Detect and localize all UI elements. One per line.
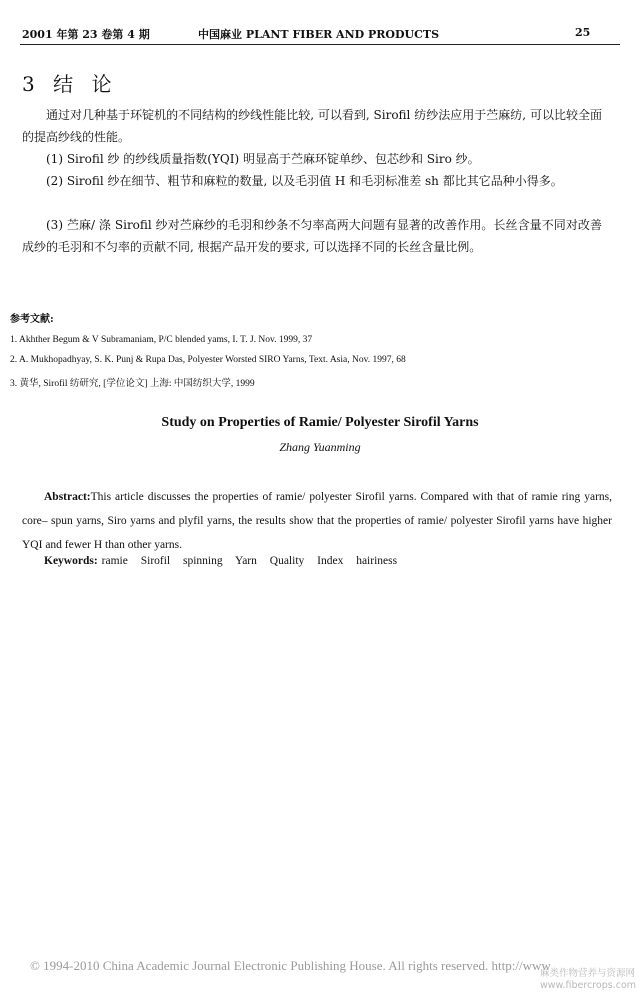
conclusion-point-3: (3) 苎麻/ 涤 Sirofil 纱对苎麻纱的毛羽和纱条不匀率高两大问题有显著的改善作用。长丝含量不同对改善成纱的毛羽和不匀率的贡献不同, 根据产品开发的要求, 可以选择不同的长丝含量比例。 [22, 218, 602, 254]
copyright-footer: © 1994-2010 China Academic Journal Electronic Publishing House. All rights reserved. http://www [30, 958, 551, 973]
journal-name: 中国麻业 PLANT FIBER AND PRODUCTS [198, 28, 440, 41]
english-author: Zhang Yuanming [279, 440, 361, 454]
english-keywords [44, 555, 397, 567]
reference-item: 2. A. Mukhopadhyay, S. K. Punj & Rupa Das, Polyester Worsted SIRO Yarns, Text. Asia, Nov. 1997, 68 [10, 355, 406, 365]
running-header [0, 0, 640, 52]
header-rule [20, 44, 620, 45]
site-watermark [540, 968, 636, 992]
reference-item: 1. Akhther Begum & V Subramaniam, P/C blended yams, I. T. J. Nov. 1999, 37 [10, 335, 313, 345]
journal-issue: 2001 年第 23 卷第 4 期 [22, 28, 150, 41]
english-title: Study on Properties of Ramie/ Polyester Sirofil Yarns [161, 415, 479, 430]
conclusion-point-2: (2) Sirofil 纱在细节、粗节和麻粒的数量, 以及毛羽值 H 和毛羽标准差 sh 都比其它品种小得多。 [46, 174, 563, 188]
conclusion-point-1: (1) Sirofil 纱 的纱线质量指数(YQI) 明显高于苎麻环锭单纱、包芯纱和 Siro 纱。 [46, 152, 480, 166]
keywords-label: Keywords: [44, 555, 98, 567]
keywords-text: ramie Sirofil spinning Yarn Quality Index hairiness [101, 555, 398, 567]
conclusion-paragraph: 通过对几种基于环锭机的不同结构的纱线性能比较, 可以看到, Sirofil 纺纱法应用于苎麻纺, 可以比较全面的提高纱线的性能。 [22, 108, 602, 144]
english-abstract [22, 485, 612, 557]
page-number: 25 [575, 26, 591, 39]
abstract-text: This article discusses the properties of ramie/ polyester Sirofil yarns. Compared with that of ramie ring yarns, core– spun yarns, Siro yarns and plyfil yarns, the results show that the properties of ramie/ polyester Sirofil yarns have higher YQI and fewer H than other yarns. [22, 491, 612, 551]
reference-item: 3. 黄华, Sirofil 纺研究, [学位论文] 上海: 中国纺织大学, 1999 [10, 379, 255, 389]
references-heading: 参考文献: [10, 314, 54, 325]
watermark-line-1: 麻类作物营养与资源网 [540, 968, 636, 979]
abstract-label: Abstract: [44, 491, 91, 503]
section-heading: 3 结 论 [22, 72, 118, 96]
watermark-line-2: www.fibercrops.com [540, 980, 637, 991]
